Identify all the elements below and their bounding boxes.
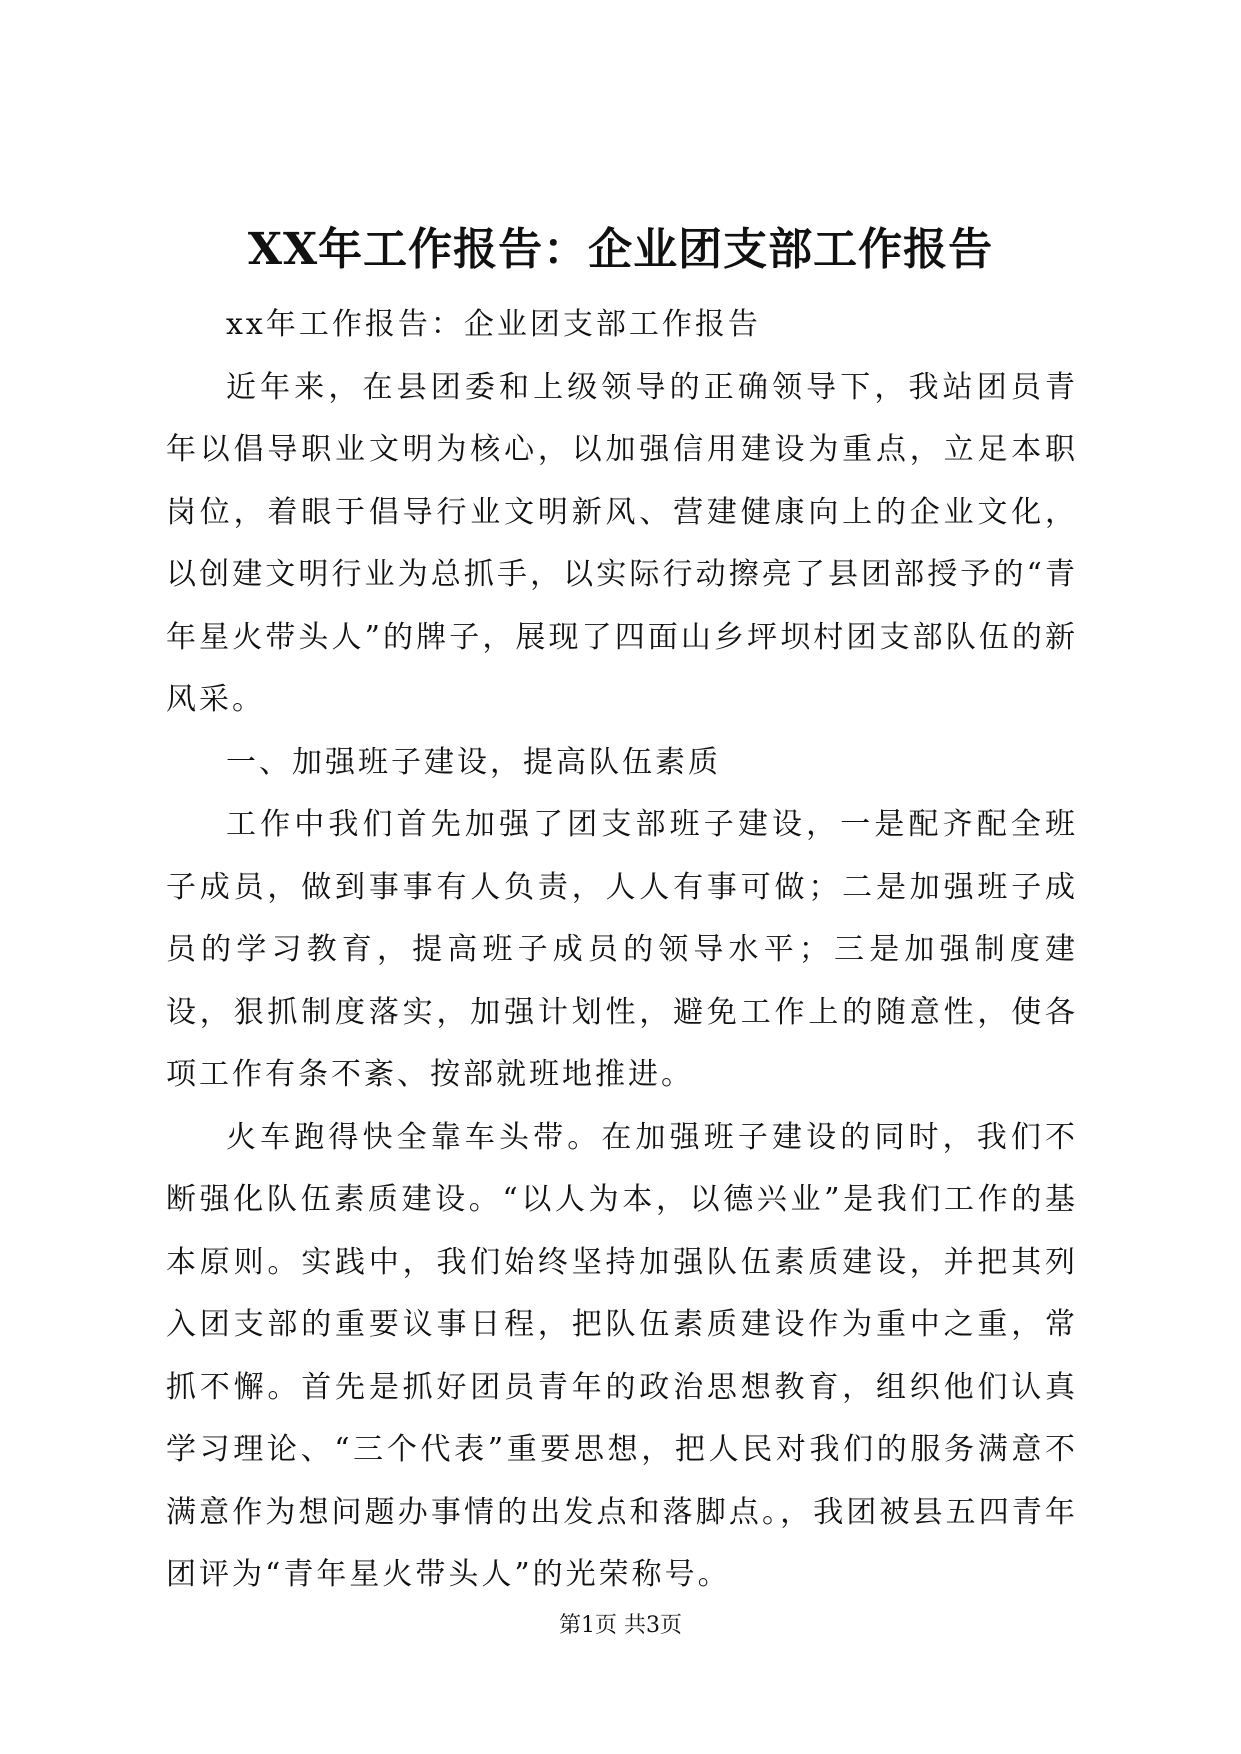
section-heading: 一、加强班子建设，提高队伍素质: [226, 744, 721, 780]
paragraph-quality-building: 火车跑得快全靠车头带。在加强班子建设的同时，我们不断强化队伍素质建设。“以人为本，以德兴业”是我们工作的基本原则。实践中，我们始终坚持加强队伍素质建设，并把其列入团支部的重要议事日程，把队伍素质建设作为重中之重，常抓不懈。首先是抓好团员青年的政治思想教育，组织他们认真学习理论、“三个代表”重要思想，把人民对我们的服务满意不满意作为想问题办事情的出发点和落脚点。，我团被县五四青年团评为“青年星火带头人”的光荣称号。: [166, 1119, 1078, 1592]
paragraph-intro: 近年来，在县团委和上级领导的正确领导下，我站团员青年以倡导职业文明为核心，以加强信用建设为重点，立足本职岗位，着眼于倡导行业文明新风、营建健康向上的企业文化，以创建文明行业为总抓手，以实际行动擦亮了县团部授予的“青年星火带头人”的牌子，展现了四面山乡坪坝村团支部队伍的新风采。: [166, 369, 1078, 717]
document-body: [166, 294, 1078, 1607]
page-number: 第1页 共3页: [559, 1613, 682, 1638]
paragraph-team-building: 工作中我们首先加强了团支部班子建设，一是配齐配全班子成员，做到事事有人负责，人人有事可做；二是加强班子成员的学习教育，提高班子成员的领导水平；三是加强制度建设，狠抓制度落实，加强计划性，避免工作上的随意性，使各项工作有条不紊、按部就班地推进。: [166, 807, 1078, 1092]
document-title: XX年工作报告：企业团支部工作报告: [247, 224, 994, 275]
paragraph-subtitle: xx年工作报告：企业团支部工作报告: [226, 307, 761, 342]
